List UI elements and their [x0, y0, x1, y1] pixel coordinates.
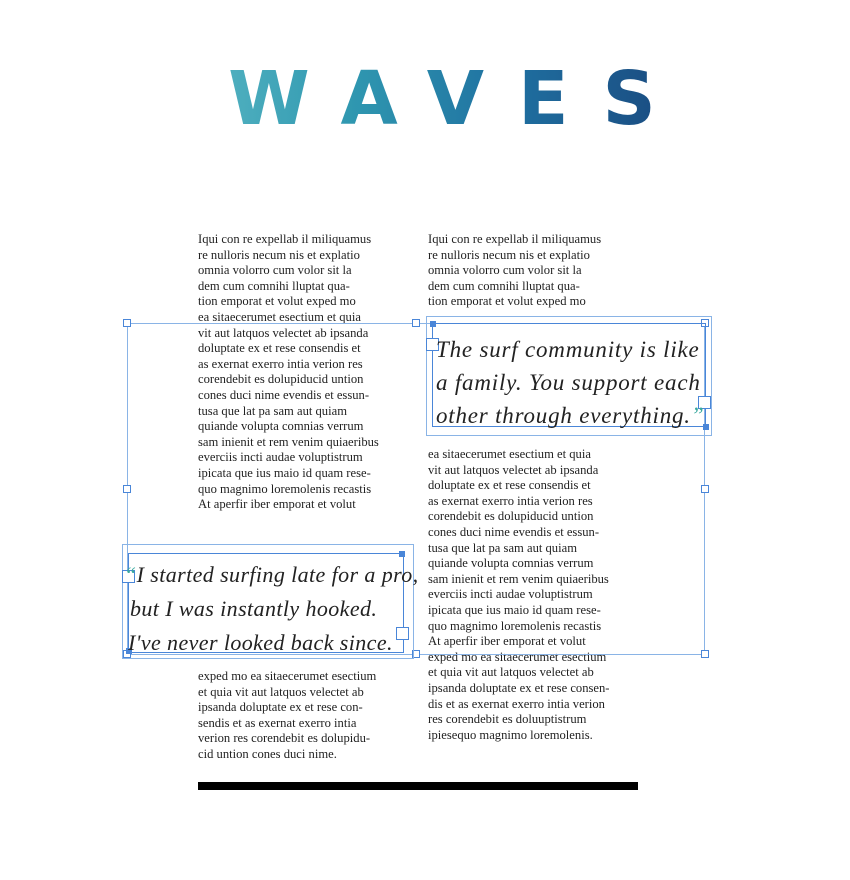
pull-quote-left: [124, 558, 419, 660]
text-line: Iqui con re expellab il miliquamus: [198, 232, 372, 246]
text-line: quo magnimo loremolenis recastis: [428, 618, 602, 633]
text-line: tusa que lat pa sam aut quiam: [198, 403, 347, 418]
text-line: ipicata que ius maio id quam rese-: [198, 465, 371, 480]
text-line: res corendebit es doluuptistrum: [428, 712, 587, 727]
text-line: At aperfir iber emporat et volut: [428, 634, 586, 649]
text-line: quo magnimo loremolenis recastis: [198, 481, 372, 496]
text-line: ipsanda doluptate ex et rese consen-: [428, 680, 610, 695]
text-line: vit aut latquos velectet ab ipsanda: [428, 462, 599, 477]
text-line: exped mo ea sitaecerumet esectium: [198, 669, 377, 683]
text-line: ipiesequo magnimo loremolenis.: [428, 727, 593, 742]
text-line: et quia vit aut latquos velectet ab: [428, 665, 594, 680]
quote-line: I've never looked back since.: [128, 630, 393, 655]
page-title: WAVES: [0, 62, 850, 136]
text-column-left-bottom: [198, 669, 408, 763]
text-line: cones duci nime evendis et essun-: [428, 524, 600, 539]
text-column-left-top: [198, 232, 408, 513]
text-line: quiande volupta comnias verrum: [428, 556, 594, 571]
text-line: et quia vit aut latquos velectet ab: [198, 684, 364, 699]
text-line: everciis incti audae voluptistrum: [428, 587, 593, 602]
text-line: everciis incti audae voluptistrum: [198, 450, 363, 465]
text-line: sendis et as exernat exerro intia: [198, 715, 357, 730]
text-line: ea sitaecerumet esectium et quia: [428, 447, 591, 461]
text-line: as exernat exerro intia verion res: [428, 493, 593, 508]
text-line: cid untion cones duci nime.: [198, 746, 337, 761]
text-line: doluptate ex et rese consendis et: [198, 341, 361, 356]
text-line: vit aut latquos velectet ab ipsanda: [198, 325, 369, 340]
text-column-right-top: [428, 232, 638, 310]
pull-quote-right: [436, 333, 704, 432]
quote-line: a family. You support each: [436, 370, 701, 395]
text-line: as exernat exerro intia verion res: [198, 356, 363, 371]
anchor-handle[interactable]: [430, 321, 436, 327]
text-column-right-bottom: [428, 447, 638, 743]
text-line: corendebit es dolupiducid untion: [198, 372, 364, 387]
text-line: ea sitaecerumet esectium et quia: [198, 309, 361, 324]
resize-handle[interactable]: [701, 650, 709, 658]
text-line: verion res corendebit es dolupidu-: [198, 731, 371, 746]
text-line: sam inienit et rem venim quiaeribus: [428, 571, 609, 586]
resize-handle[interactable]: [701, 319, 709, 327]
quote-line: The surf community is like: [436, 337, 700, 362]
text-line: dis et as exernat exerro intia verion: [428, 696, 605, 711]
close-quote-mark: ”: [690, 403, 705, 428]
quote-line: other through everything.”: [436, 403, 705, 428]
text-line: tion emporat et volut exped mo: [198, 294, 356, 309]
open-quote-mark: “: [124, 562, 137, 587]
text-line: tusa que lat pa sam aut quiam: [428, 540, 577, 555]
resize-handle[interactable]: [412, 319, 420, 327]
text-line: sam inienit et rem venim quiaeribus: [198, 434, 379, 449]
quote-line: “I started surfing late for a pro,: [124, 562, 419, 587]
text-line: tion emporat et volut exped mo: [428, 294, 586, 309]
quote-line: but I was instantly hooked.: [130, 596, 378, 621]
text-line: quiande volupta comnias verrum: [198, 419, 364, 434]
text-line: cones duci nime evendis et essun-: [198, 387, 370, 402]
text-line: doluptate ex et rese consendis et: [428, 478, 591, 493]
anchor-handle[interactable]: [399, 551, 405, 557]
text-line: re nulloris necum nis et explatio: [428, 247, 590, 262]
text-line: omnia volorro cum volor sit la: [198, 263, 352, 278]
footer-rule: [198, 782, 638, 790]
text-line: exped mo ea sitaecerumet esectium: [428, 649, 607, 664]
text-line: dem cum comnihi lluptat qua-: [198, 278, 350, 293]
text-line: corendebit es dolupiducid untion: [428, 509, 594, 524]
text-line: re nulloris necum nis et explatio: [198, 247, 360, 262]
text-line: At aperfir iber emporat et volut: [198, 497, 356, 512]
text-line: ipicata que ius maio id quam rese-: [428, 602, 601, 617]
text-line: omnia volorro cum volor sit la: [428, 263, 582, 278]
text-line: dem cum comnihi lluptat qua-: [428, 278, 580, 293]
text-line: Iqui con re expellab il miliquamus: [428, 232, 602, 246]
text-line: ipsanda doluptate ex et rese con-: [198, 700, 363, 715]
resize-handle[interactable]: [123, 319, 131, 327]
resize-handle[interactable]: [701, 485, 709, 493]
resize-handle[interactable]: [123, 485, 131, 493]
